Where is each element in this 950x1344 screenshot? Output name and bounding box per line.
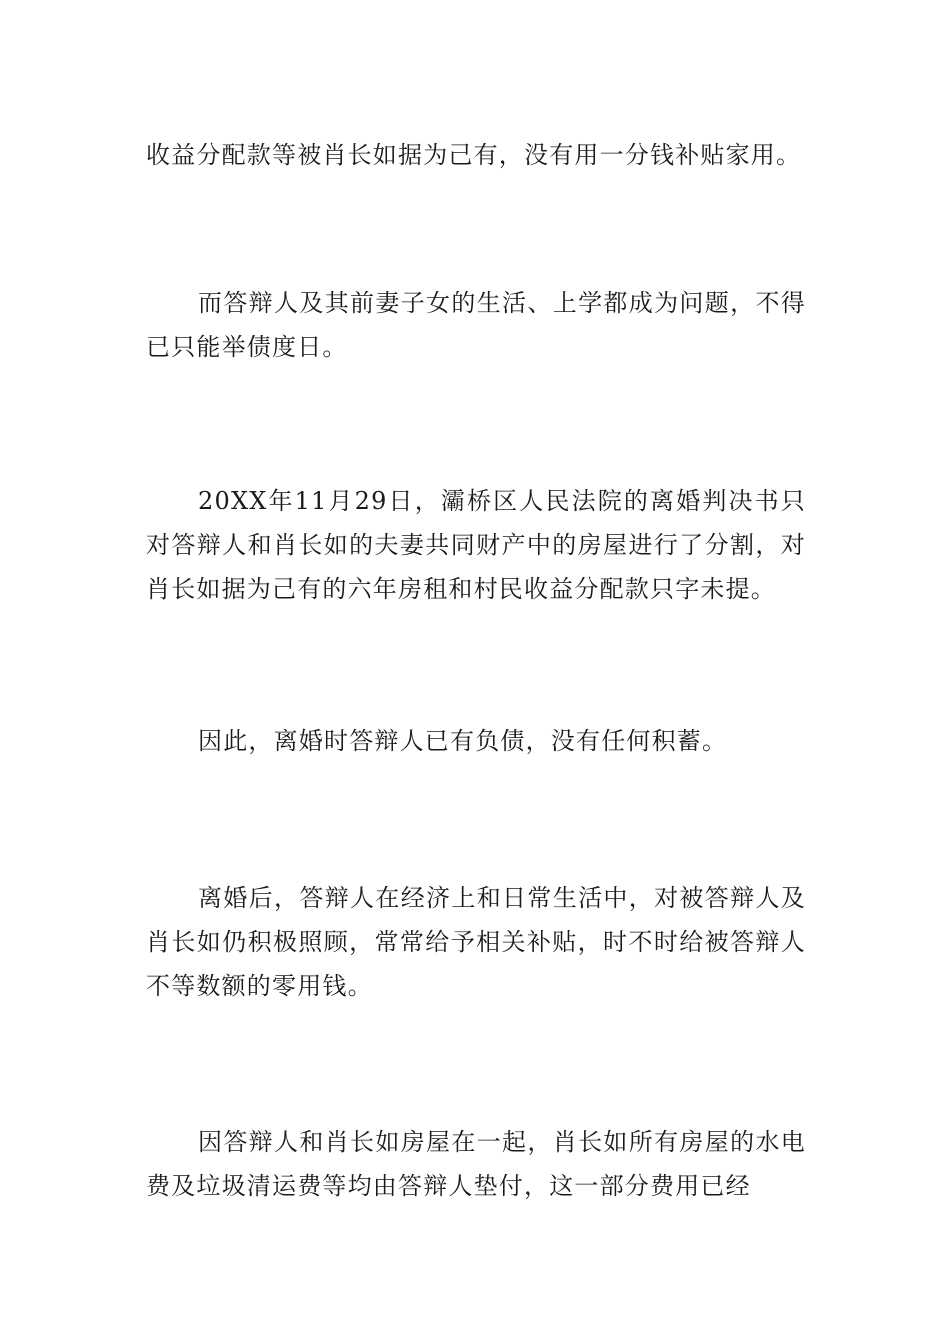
paragraph-after-divorce: 离婚后，答辩人在经济上和日常生活中，对被答辩人及肖长如仍积极照顾，常常给予相关补贴，时不时给被答辩人不等数额的零用钱。 [146, 884, 806, 1000]
paragraph-no-savings: 因此，离婚时答辩人已有负债，没有任何积蓄。 [198, 727, 728, 755]
paragraph-court-judgment: 20XX年11月29日，灞桥区人民法院的离婚判决书只对答辩人和肖长如的夫妻共同财产中的房屋进行了分割，对肖长如据为己有的六年房租和村民收益分配款只字未提。 [146, 487, 806, 603]
paragraph-utility-fees: 因答辩人和肖长如房屋在一起，肖长如所有房屋的水电费及垃圾清运费等均由答辩人垫付，这一部分费用已经 [146, 1128, 806, 1200]
paragraph-debt-living: 而答辩人及其前妻子女的生活、上学都成为问题，不得已只能举债度日。 [146, 289, 806, 361]
paragraph-continued: 收益分配款等被肖长如据为己有，没有用一分钱补贴家用。 [146, 141, 802, 169]
